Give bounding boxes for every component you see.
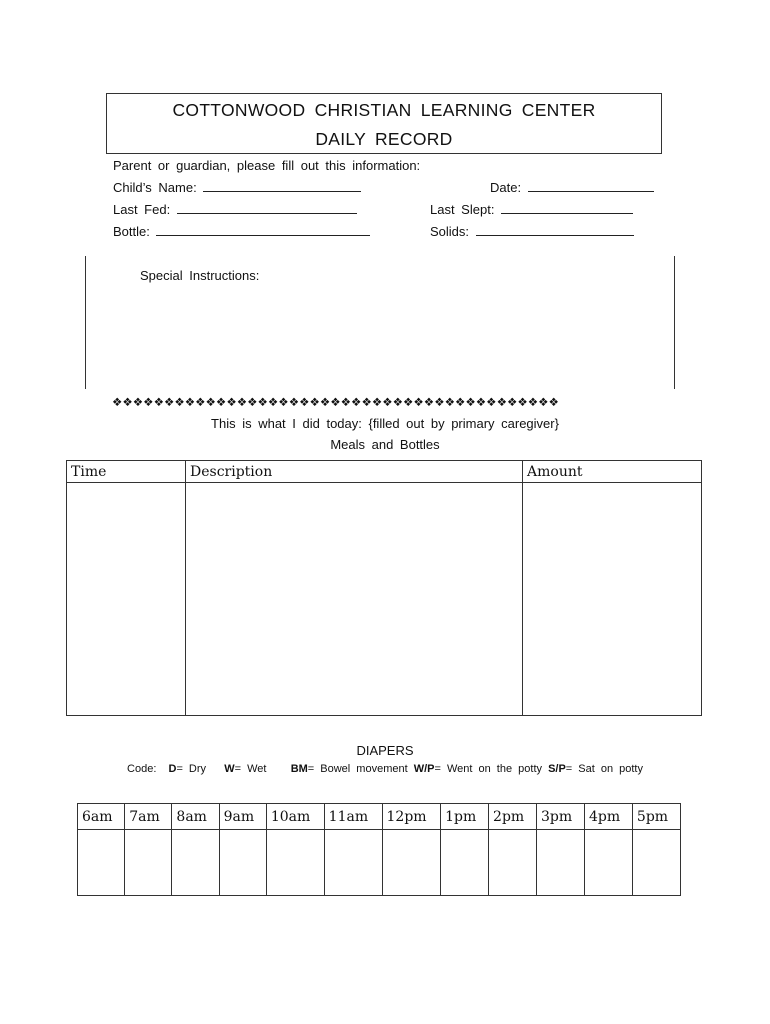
time-header-7am: 7am [125,804,172,830]
date-blank[interactable] [528,180,654,192]
meals-entry-row [67,483,702,716]
bottle-blank[interactable] [156,224,370,236]
time-header-2pm: 2pm [489,804,537,830]
code-bm-meaning: = Bowel movement [307,763,408,775]
solids-blank[interactable] [476,224,634,236]
diaper-cell-7am[interactable] [125,830,172,896]
date-field[interactable] [490,180,654,195]
daily-record-title: DAILY RECORD [315,129,453,149]
last-slept-blank[interactable] [501,202,633,214]
childs-name-field[interactable] [113,180,361,195]
description-cell[interactable] [186,483,523,716]
code-w-meaning: = Wet [234,763,267,775]
instructions-right-border [674,256,675,389]
diaper-code-legend [0,763,770,775]
childs-name-blank[interactable] [203,180,361,192]
meals-table [66,460,702,716]
diaper-table [77,803,681,896]
bottle-label: Bottle: [113,224,150,239]
code-wp: W/P [413,763,435,775]
parent-instruction: Parent or guardian, please fill out this information: [113,158,421,173]
childs-name-label: Child’s Name: [113,180,197,195]
code-d: D [168,763,177,775]
diaper-cell-2pm[interactable] [489,830,537,896]
code-bm: BM [290,763,308,775]
diapers-heading: DIAPERS [356,743,414,758]
code-wp-meaning: = Went on the potty [434,763,542,775]
special-instructions-label: Special Instructions: [140,268,260,283]
time-header-10am: 10am [266,804,324,830]
code-sp: S/P [548,763,566,775]
time-cell[interactable] [67,483,186,716]
diaper-time-row [78,804,681,830]
diaper-entry-row [78,830,681,896]
column-header-amount: Amount [523,461,702,483]
diaper-cell-1pm[interactable] [441,830,489,896]
diaper-cell-5pm[interactable] [632,830,680,896]
instructions-left-border [85,256,86,389]
time-header-11am: 11am [324,804,382,830]
last-fed-blank[interactable] [177,202,357,214]
bottle-field[interactable] [113,224,370,239]
diaper-cell-3pm[interactable] [537,830,585,896]
diaper-cell-12pm[interactable] [382,830,441,896]
time-header-4pm: 4pm [584,804,632,830]
meals-header-row [67,461,702,483]
time-header-8am: 8am [172,804,219,830]
solids-label: Solids: [430,224,470,239]
caregiver-intro: This is what I did today: {filled out by primary caregiver} [211,416,559,431]
code-prefix: Code: [127,763,157,775]
column-header-description: Description [186,461,523,483]
diaper-cell-9am[interactable] [219,830,266,896]
last-fed-field[interactable] [113,202,357,217]
time-header-5pm: 5pm [632,804,680,830]
time-header-12pm: 12pm [382,804,441,830]
title-box [106,93,662,154]
meals-heading: Meals and Bottles [330,437,440,452]
code-w: W [224,763,235,775]
column-header-time: Time [67,461,186,483]
code-sp-meaning: = Sat on potty [565,763,643,775]
diaper-cell-8am[interactable] [172,830,219,896]
special-instructions-area[interactable] [96,290,666,385]
time-header-3pm: 3pm [537,804,585,830]
center-name-title: COTTONWOOD CHRISTIAN LEARNING CENTER [172,100,596,120]
last-slept-field[interactable] [430,202,633,217]
diaper-cell-6am[interactable] [78,830,125,896]
time-header-1pm: 1pm [441,804,489,830]
time-header-6am: 6am [78,804,125,830]
last-slept-label: Last Slept: [430,202,495,217]
date-label: Date: [490,180,522,195]
amount-cell[interactable] [523,483,702,716]
decorative-divider: ❖❖❖❖❖❖❖❖❖❖❖❖❖❖❖❖❖❖❖❖❖❖❖❖❖❖❖❖❖❖❖❖❖❖❖❖❖❖❖❖❖❖❖ [112,395,559,409]
diaper-cell-10am[interactable] [266,830,324,896]
solids-field[interactable] [430,224,634,239]
last-fed-label: Last Fed: [113,202,171,217]
time-header-9am: 9am [219,804,266,830]
diaper-cell-4pm[interactable] [584,830,632,896]
code-d-meaning: = Dry [176,763,207,775]
diaper-cell-11am[interactable] [324,830,382,896]
